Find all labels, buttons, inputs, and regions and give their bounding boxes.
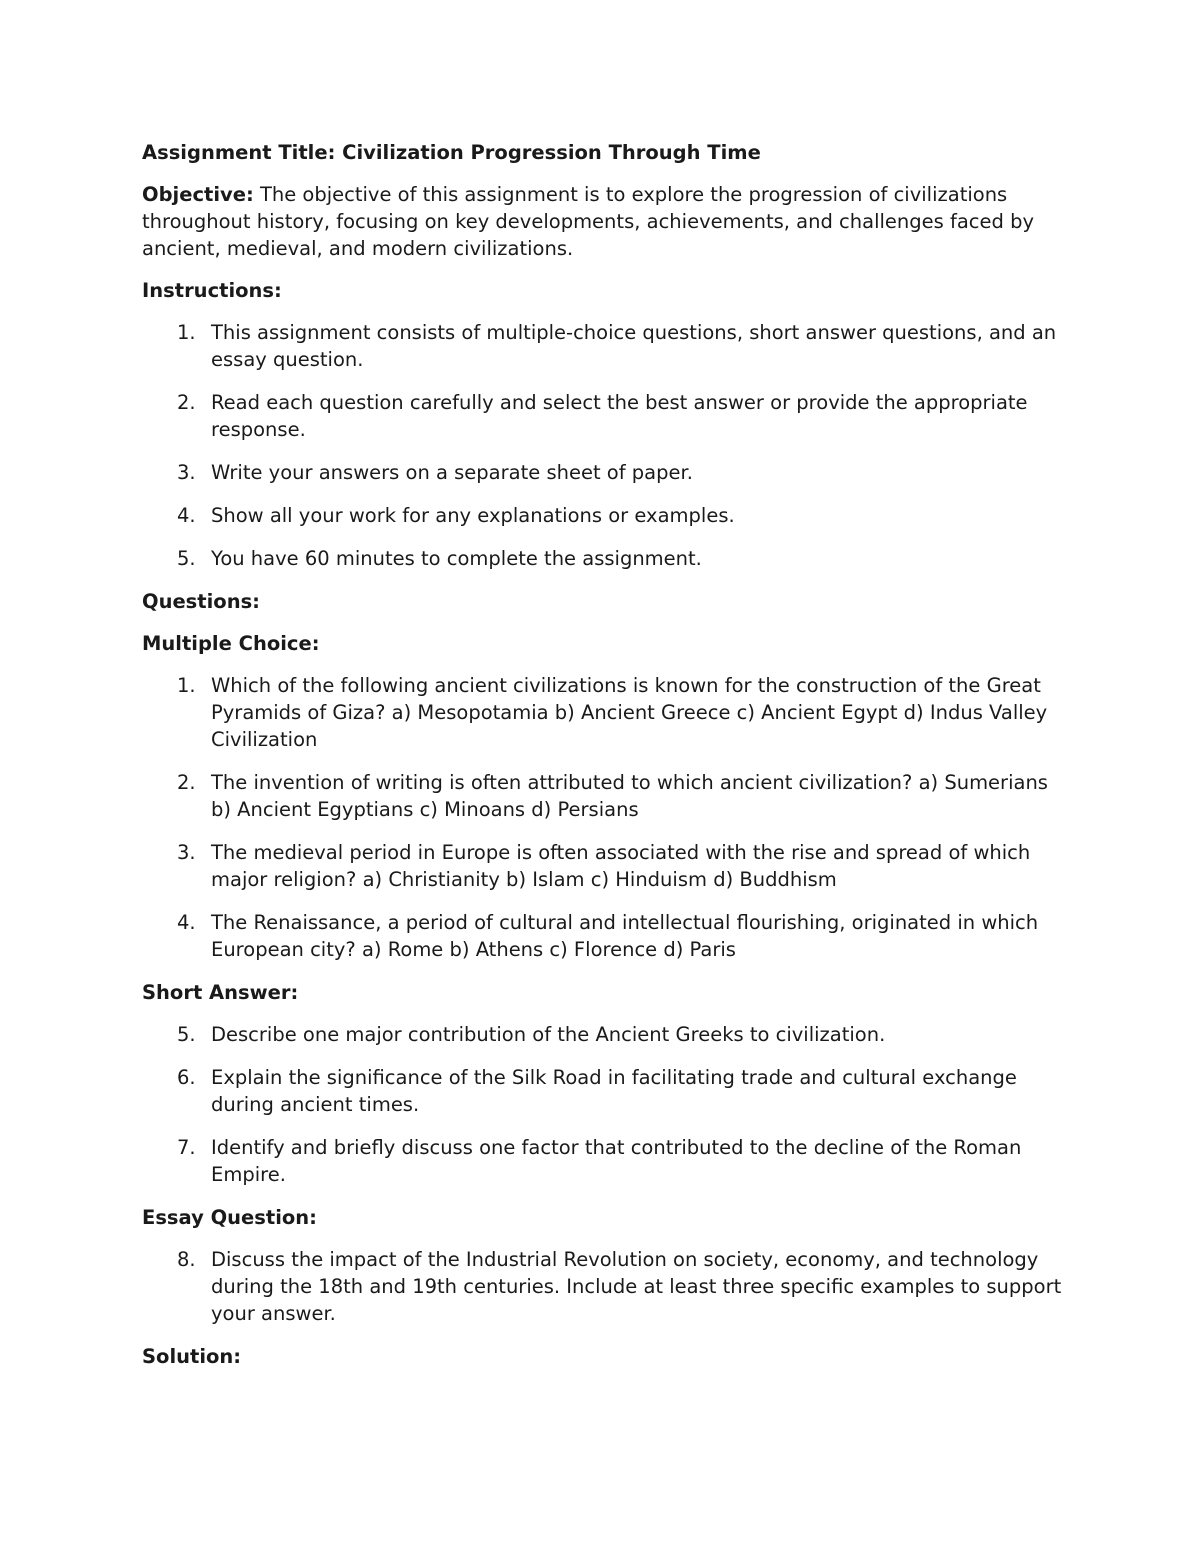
list-item	[142, 839, 1072, 893]
list-item-text: Show all your work for any explanations or examples.	[211, 504, 735, 527]
short-answer-list	[142, 1021, 1072, 1188]
list-item	[142, 1021, 1072, 1048]
multiple-choice-heading: Multiple Choice:	[142, 632, 320, 655]
list-item-number: 8.	[177, 1248, 196, 1271]
multiple-choice-list	[142, 672, 1072, 963]
list-item	[142, 672, 1072, 753]
assignment-title: Assignment Title: Civilization Progression Through Time	[142, 141, 761, 164]
list-item-number: 3.	[177, 461, 196, 484]
list-item-text: Write your answers on a separate sheet of paper.	[211, 461, 693, 484]
list-item-text: Identify and briefly discuss one factor that contributed to the decline of the Roman Empire.	[211, 1136, 1022, 1186]
list-item-number: 1.	[177, 321, 196, 344]
document-body	[142, 139, 1072, 1385]
list-item-text: Discuss the impact of the Industrial Revolution on society, economy, and technology during the 18th and 19th centuries. Include at least three specific examples to support your answer.	[211, 1248, 1062, 1325]
list-item-number: 1.	[177, 674, 196, 697]
list-item-text: The invention of writing is often attributed to which ancient civilization? a) Sumerians b) Ancient Egyptians c) Minoans d) Persians	[211, 771, 1048, 821]
instructions-list	[142, 319, 1072, 572]
essay-question-list	[142, 1246, 1072, 1327]
list-item-text: This assignment consists of multiple-choice questions, short answer questions, and an essay question.	[211, 321, 1057, 371]
list-item-number: 4.	[177, 504, 196, 527]
list-item-text: The medieval period in Europe is often associated with the rise and spread of which major religion? a) Christianity b) Islam c) Hinduism d) Buddhism	[211, 841, 1031, 891]
list-item	[142, 909, 1072, 963]
instructions-heading: Instructions:	[142, 279, 282, 302]
short-answer-heading: Short Answer:	[142, 981, 299, 1004]
list-item	[142, 1246, 1072, 1327]
list-item-text: The Renaissance, a period of cultural and intellectual flourishing, originated in which European city? a) Rome b) Athens c) Florence d) Paris	[211, 911, 1039, 961]
list-item	[142, 1134, 1072, 1188]
list-item	[142, 319, 1072, 373]
list-item	[142, 389, 1072, 443]
list-item-text: Explain the significance of the Silk Road in facilitating trade and cultural exchange during ancient times.	[211, 1066, 1017, 1116]
list-item-number: 3.	[177, 841, 196, 864]
list-item	[142, 545, 1072, 572]
list-item-number: 6.	[177, 1066, 196, 1089]
list-item-text: You have 60 minutes to complete the assignment.	[211, 547, 702, 570]
objective-label: Objective:	[142, 183, 254, 206]
solution-heading: Solution:	[142, 1345, 242, 1368]
list-item	[142, 769, 1072, 823]
list-item-number: 5.	[177, 547, 196, 570]
list-item-number: 2.	[177, 391, 196, 414]
list-item-text: Describe one major contribution of the Ancient Greeks to civilization.	[211, 1023, 886, 1046]
list-item	[142, 459, 1072, 486]
essay-question-heading: Essay Question:	[142, 1206, 317, 1229]
objective-paragraph	[142, 181, 1072, 262]
list-item-number: 7.	[177, 1136, 196, 1159]
list-item-text: Which of the following ancient civilizations is known for the construction of the Great Pyramids of Giza? a) Mesopotamia b) Ancient Greece c) Ancient Egypt d) Indus Valley Civilization	[211, 674, 1048, 751]
list-item-number: 2.	[177, 771, 196, 794]
list-item	[142, 1064, 1072, 1118]
list-item-number: 5.	[177, 1023, 196, 1046]
questions-heading: Questions:	[142, 590, 260, 613]
list-item	[142, 502, 1072, 529]
list-item-text: Read each question carefully and select the best answer or provide the appropriate response.	[211, 391, 1028, 441]
list-item-number: 4.	[177, 911, 196, 934]
objective-text: The objective of this assignment is to explore the progression of civilizations throughout history, focusing on key developments, achievements, and challenges faced by ancient, medieval, and modern civilizations.	[142, 183, 1035, 260]
